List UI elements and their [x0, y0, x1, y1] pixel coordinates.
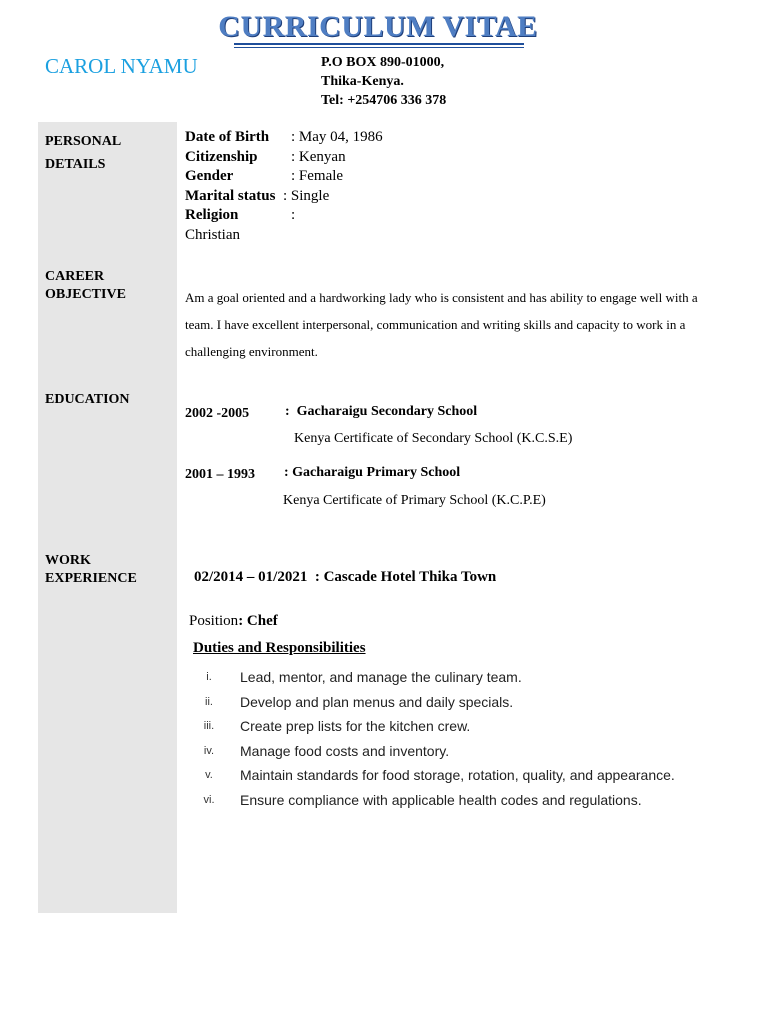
list-number: iii. [203, 720, 215, 732]
duty-text: Ensure compliance with applicable health codes and regulations. [240, 791, 642, 808]
field-value: : May 04, 1986 [291, 129, 383, 145]
education-years: 2001 – 1993 [185, 467, 255, 482]
list-number: iv. [203, 744, 215, 757]
education-certificate: Kenya Certificate of Primary School (K.C.P.E) [283, 493, 546, 508]
section-label-line: CAREER [45, 269, 105, 284]
field-value: : Kenyan [291, 148, 346, 165]
duty-text: Lead, mentor, and manage the culinary team. [240, 669, 522, 685]
field-label: Religion [185, 207, 239, 224]
separator: : [284, 465, 289, 480]
employer-name: : Cascade Hotel Thika Town [314, 569, 497, 585]
list-number: v. [205, 769, 213, 781]
career-objective-text: Am a goal oriented and a hardworking lady who is consistent and has ability to engage well with a team. I have excellent interpersonal, communication and writing skills and capacity to work in a challenging environment. [185, 290, 698, 359]
section-label-line: PERSONAL [45, 134, 122, 149]
title-underline-thin [234, 47, 524, 48]
duty-text: Manage food costs and inventory. [240, 742, 450, 759]
work-experience-label [45, 552, 137, 588]
phone-number: Tel: +254706 336 378 [321, 93, 447, 108]
section-label-line: WORK [45, 553, 91, 568]
field-value: : [291, 207, 296, 224]
position-label: Position [189, 613, 239, 629]
duties-heading: Duties and Responsibilities [193, 640, 366, 656]
field-value: : Female [291, 168, 344, 185]
school-name: Gacharaigu Primary School [292, 465, 461, 480]
postal-address: P.O BOX 890-01000, [321, 55, 445, 70]
section-label-line: OBJECTIVE [45, 287, 126, 302]
duty-text: Develop and plan menus and daily specials. [240, 693, 514, 710]
career-objective-label [45, 268, 126, 304]
field-value: Christian [185, 226, 240, 243]
contact-block [321, 53, 446, 110]
education-school [284, 465, 460, 481]
position-value: : Chef [238, 613, 278, 629]
duty-text: Maintain standards for food storage, rotation, quality, and appearance. [240, 767, 675, 783]
field-label: Date of Birth [185, 129, 270, 145]
field-label: Citizenship [185, 148, 258, 165]
section-label-line: DETAILS [45, 157, 106, 172]
separator: : [285, 404, 290, 419]
candidate-name: CAROL NYAMU [45, 54, 198, 78]
education-years: 2002 -2005 [185, 406, 250, 421]
education-school [285, 404, 477, 420]
location: Thika-Kenya. [321, 74, 404, 89]
section-label-line: EXPERIENCE [45, 571, 137, 586]
school-name: Gacharaigu Secondary School [296, 404, 478, 419]
document-title: CURRICULUM VITAE [218, 10, 538, 43]
job-entry [194, 569, 496, 586]
education-label: EDUCATION [45, 392, 130, 407]
field-value: : Single [283, 187, 330, 204]
list-number: ii. [205, 695, 213, 708]
education-certificate: Kenya Certificate of Secondary School (K.C.S.E) [294, 431, 573, 446]
section-sidebar [38, 122, 177, 913]
list-number: vi. [203, 793, 215, 806]
education-entry [185, 404, 249, 422]
education-entry [185, 465, 255, 483]
field-label: Marital status [185, 187, 276, 204]
field-label: Gender [185, 168, 234, 185]
job-position [189, 613, 278, 630]
title-underline [234, 43, 524, 45]
list-number: i. [206, 671, 212, 683]
job-period: 02/2014 – 01/2021 [194, 569, 308, 585]
duty-text: Create prep lists for the kitchen crew. [240, 718, 471, 734]
personal-details-label [45, 130, 121, 176]
